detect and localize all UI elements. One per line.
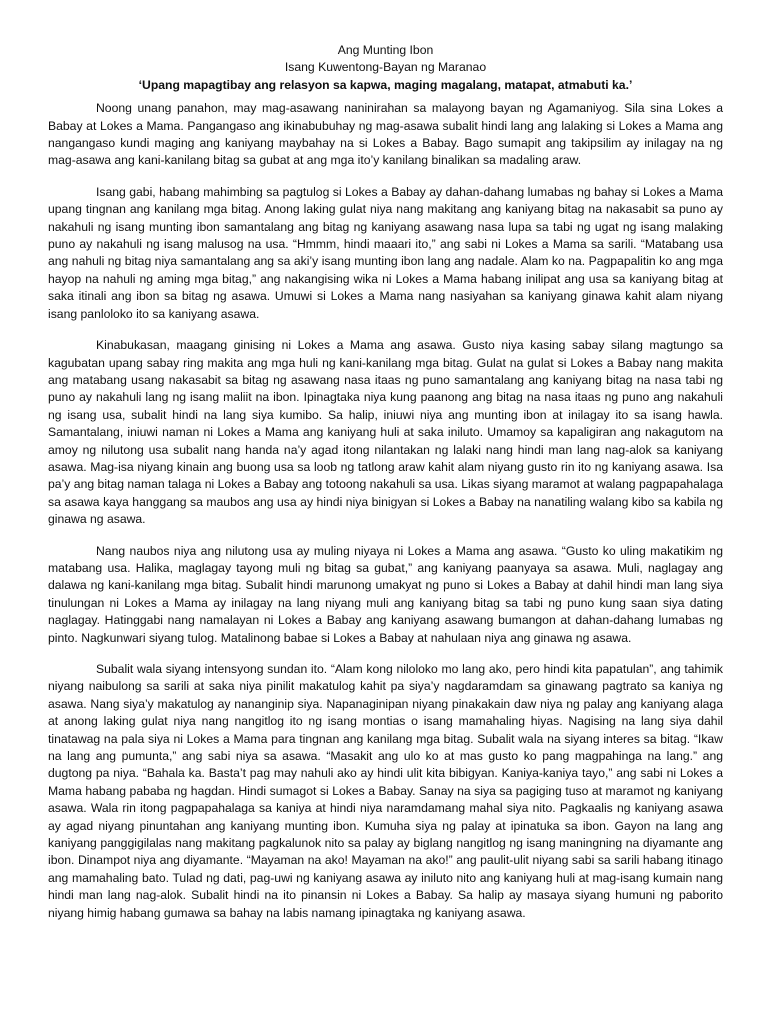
paragraph-3: Kinabukasan, maagang ginising ni Lokes a Mama ang asawa. Gusto niya kasing sabay silang magtungo sa kagubatan upang sabay ring makita ang mga huli ng kani-kanilang mga bitag. Gulat na gulat si Lokes a Babay nang makita ang matabang usang nakasabit sa bitag ng asawang nasa itaas ng puno samantalang ang kaniyang bitag na nasa tabi ng puno ay nakahuli lang ng isang maliit na ibon. Ipinagtaka niya kung paanong ang bitag na nasa itaas ng puno ang nakahuli ng isang usa, subalit hindi na lang siya kumibo. Sa halip, iniuwi niya ang munting ibon at inilagay ito sa isang hawla. Samantalang, iniuwi naman ni Lokes a Mama ang kaniyang huli at saka iniluto. Umamoy sa kapaligiran ang nakagutom na amoy ng nilutong usa subalit nang handa na’y agad itong nilantakan ng lalaki nang hindi man lang nag-alok sa kaniyang asawa. Mag-isa niyang kinain ang buong usa sa loob ng tatlong araw kahit alam niyang gusto rin ito ng kaniyang asawa. Isa pa’y ang bitag naman talaga ni Lokes a Babay ang totoong nakahuli sa usa. Likas siyang maramot at walang pagpapahalaga sa asawa kaya hanggang sa maubos ang usa ay hindi niya binigyan si Lokes a Babay na nanatiling walang kibo sa kabila ng ginawa ng asawa.: [48, 338, 723, 527]
document-body: [48, 100, 723, 922]
document-page: [48, 42, 723, 936]
document-motto: ‘Upang mapagtibay ang relasyon sa kapwa, maging magalang, matapat, atmabuti ka.’: [138, 77, 633, 92]
paragraph-1: Noong unang panahon, may mag-asawang naninirahan sa malayong bayan ng Agamaniyog. Sila sina Lokes a Babay at Lokes a Mama. Pangangaso ang ikinabubuhay ng mag-asawa subalit hindi lang ang lalaking si Lokes a Mama ang nangangaso kundi maging ang kaniyang maybahay na si Lokes a Babay. Bago sumapit ang takipsilim ay inilagay na ng mag-asawa ang kani-kanilang bitag sa gubat at ang mga ito’y kanilang binalikan sa madaling araw.: [48, 101, 723, 168]
document-subtitle: Isang Kuwentong-Bayan ng Maranao: [284, 60, 487, 75]
paragraph-5: Subalit wala siyang intensyong sundan ito. “Alam kong niloloko mo lang ako, pero hindi kita papatulan”, ang tahimik niyang naibulong sa sarili at saka niya pinilit makatulog kahit pa siya’y nagdaramdam sa ginawang pagtrato sa kaniya ng asawa. Nang siya’y makatulog ay nananginip siya. Napanaginipan niyang pinakakain daw niya ng palay ang kaniyang alaga at anong laking gulat niya nang nangitlog ito ng isang montias o isang mamahaling hiyas. Nagising na lang siya dahil tinatawag na pala siya ni Lokes a Mama para tingnan ang kanilang mga bitag. Subalit wala na siyang interes sa bitag. “Ikaw na lang ang pumunta,” ang sabi niya sa asawa. “Masakit ang ulo ko at mas gusto ko pang magpahinga na lang.” ang dugtong pa niya. “Bahala ka. Basta’t pag may nahuli ako ay hindi ulit kita bibigyan. Kaniya-kaniya tayo,” ang sabi ni Lokes a Mama habang pababa ng hagdan. Hindi sumagot si Lokes a Babay. Sanay na siya sa pagiging tuso at maramot ng kaniyang asawa. Wala rin itong pagpapahalaga sa kaniya at hindi niya naramdamang mahal siya nito. Pagkaalis ng kaniyang asawa ay agad niyang pinuntahan ang kaniyang munting ibon. Kumuha siya ng palay at ipinatuka sa ibon. Gayon na lang ang kaniyang panggigilalas nang makitang pagkalunok nito sa palay ay biglang nangitlog ng isang maningning na diyamante ang ibon. Dinampot niya ang diyamante. “Mayaman na ako! Mayaman na ako!” ang paulit-ulit niyang sabi sa sarili habang itinago ang mamahaling bato. Tulad ng dati, pag-uwi ng kaniyang asawa ay iniluto nito ang kaniyang huli at mag-isang kumain nang hindi man lang nag-alok. Subalit hindi na ito pinansin ni Lokes a Babay. Sa halip ay masaya siyang humuni ng paborito niyang himig habang gumawa sa bahay na labis namang ipinagtaka ng kaniyang asawa.: [48, 662, 723, 920]
paragraph-4: Nang naubos niya ang nilutong usa ay muling niyaya ni Lokes a Mama ang asawa. “Gusto ko uling makatikim ng matabang usa. Halika, maglagay tayong muli ng bitag sa gubat,” ang kaniyang paanyaya sa asawa. Muli, naglagay ang dalawa ng kani-kanilang mga bitag. Subalit hindi marunong umakyat ng puno si Lokes a Babay at dahil hindi man lang siya tinulungan ni Lokes a Mama ay inilagay na lang niyang muli ang kaniyang bitag sa tabi ng puno kung saan siya dating naglagay. Hatinggabi nang namalayan ni Lokes a Babay ang kaniyang asawang bumangon at dahan-dahang lumabas ng pinto. Nagkunwari siyang tulog. Matalinong babae si Lokes a Babay at nahulaan niya ang ginawa ng asawa.: [48, 543, 723, 645]
document-title: Ang Munting Ibon: [337, 43, 434, 57]
document-header: [48, 42, 723, 94]
paragraph-2: Isang gabi, habang mahimbing sa pagtulog si Lokes a Babay ay dahan-dahang lumabas ng bahay si Lokes a Mama upang tingnan ang kanilang mga bitag. Anong laking gulat niya nang makitang ang kaniyang bitag na nakasabit sa puno ay nakahuli ng isang munting ibon samantalang ang bitag ng kaniyang asawang nasa lupa sa tabi ng ugat ng isang malaking puno ay nakahuli ng isang malusog na usa. “Hmmm, hindi maaari ito,” ang sabi ni Lokes a Mama sa sarili. “Matabang usa ang nahuli ng bitag niya samantalang ang sa aki’y isang munting ibon lang ang nadale. Alam ko na. Pagpapalitin ko ang mga hayop na nahuli ng aming mga bitag,” ang nakangising wika ni Lokes a Mama habang inilipat ang usa sa kaniyang bitag at saka itinali ang ibon sa bitag ng asawa. Umuwi si Lokes a Mama nang nasiyahan sa kaniyang ginawa kahit alam niyang isang panloloko ito sa kaniyang asawa.: [48, 184, 723, 321]
